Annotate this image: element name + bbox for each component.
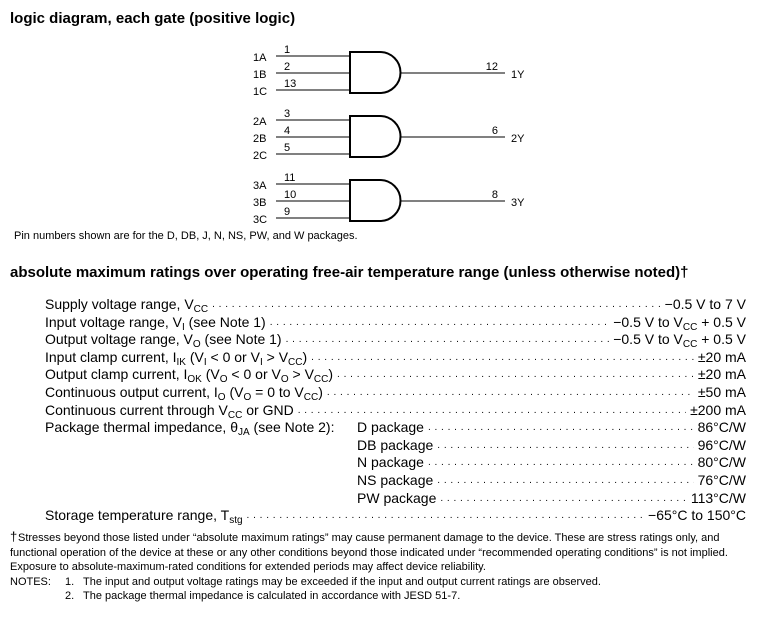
- and-gate-symbol: [350, 52, 401, 93]
- output-label: 1Y: [511, 69, 525, 81]
- input-label: 1C: [253, 86, 268, 98]
- rating-label: PW package: [357, 489, 437, 506]
- package-row: [45, 472, 746, 490]
- dot-leader: [440, 490, 686, 508]
- text-segment: + 0.5 V: [697, 313, 746, 330]
- dot-leader: [437, 437, 693, 455]
- text-segment: Continuous current through V: [45, 401, 228, 418]
- text-segment: Input voltage range, V: [45, 313, 182, 330]
- rating-label: [45, 296, 208, 314]
- dot-leader: [337, 366, 694, 384]
- subscript: O: [243, 391, 252, 403]
- footnotes: [10, 530, 750, 604]
- rating-row: [45, 366, 746, 384]
- text-segment: −0.5 V to V: [613, 313, 683, 330]
- subscript: I: [203, 356, 207, 368]
- rating-value: 76°C/W: [697, 471, 746, 488]
- and-gate-symbol: [350, 180, 401, 221]
- pin-number: 3: [284, 108, 291, 120]
- and-gate-symbol: [350, 116, 401, 157]
- note-number: 2.: [65, 590, 75, 602]
- rating-value: [698, 384, 746, 402]
- rating-row: [45, 314, 746, 332]
- text-segment: (V: [225, 383, 244, 400]
- text-segment: > V: [288, 366, 314, 383]
- note-text: The input and output voltage ratings may be exceeded if the input and output current ratings are observed.: [83, 575, 601, 588]
- subscript: JA: [238, 427, 250, 439]
- text-segment: + 0.5 V: [697, 331, 746, 348]
- storage-row: [45, 507, 746, 525]
- dot-leader: [212, 296, 661, 314]
- input-label: 2B: [253, 133, 267, 145]
- text-segment: −0.5 V to 7 V: [664, 296, 746, 312]
- subscript: OK: [187, 374, 202, 386]
- thermal-label: [45, 419, 357, 437]
- text-segment: (see Note 2):: [249, 419, 335, 436]
- rating-value: [698, 349, 746, 367]
- rating-label: [45, 331, 282, 349]
- dot-leader: [428, 454, 694, 472]
- pin-note: Pin numbers shown are for the D, DB, J, N, NS, PW, and W packages.: [14, 230, 358, 242]
- text-segment: > V: [262, 348, 289, 365]
- rating-value: 113°C/W: [690, 489, 746, 506]
- dot-leader: [247, 507, 644, 525]
- text-segment: Output clamp current, I: [45, 366, 188, 383]
- input-label: 2C: [253, 150, 268, 162]
- text-segment: Output voltage range, V: [45, 331, 193, 348]
- subscript: CC: [682, 321, 698, 333]
- rating-label: N package: [357, 454, 424, 471]
- subscript: CC: [303, 391, 319, 403]
- package-row: [45, 490, 746, 508]
- rating-value: [648, 507, 746, 525]
- rating-row: [45, 402, 746, 420]
- text-segment: (see Note 1): [200, 331, 282, 348]
- rating-label: [45, 314, 266, 332]
- thermal-row: [45, 419, 746, 437]
- subscript: O: [192, 339, 201, 351]
- output-pin-number: 12: [485, 61, 498, 73]
- pin-number: 13: [284, 78, 297, 90]
- output-pin-number: 6: [491, 125, 498, 137]
- text-segment: ): [302, 348, 308, 365]
- text-segment: Input clamp current, I: [45, 348, 177, 365]
- pin-number: 10: [284, 189, 297, 201]
- input-label: 3C: [253, 214, 268, 226]
- text-segment: ±20 mA: [697, 366, 746, 383]
- subscript: I: [182, 321, 185, 333]
- subscript: O: [219, 374, 228, 386]
- subscript: CC: [193, 304, 209, 315]
- subscript: CC: [682, 339, 698, 351]
- output-label: 3Y: [511, 197, 525, 209]
- logic-diagram: [0, 0, 760, 230]
- package-row: [45, 437, 746, 455]
- dot-leader: [428, 419, 694, 437]
- text-segment: Package thermal impedance, θ: [45, 419, 238, 436]
- rating-label: [45, 384, 323, 402]
- input-label: 3B: [253, 197, 267, 209]
- rating-row: [45, 331, 746, 349]
- rating-value: 86°C/W: [697, 419, 746, 436]
- rating-label: [45, 507, 243, 525]
- input-label: 1B: [253, 69, 267, 81]
- rating-value: 80°C/W: [697, 454, 746, 471]
- dot-leader: [298, 402, 686, 420]
- text-segment: ±200 mA: [690, 401, 746, 418]
- rating-label: [45, 349, 307, 367]
- subscript: stg: [229, 515, 243, 527]
- text-segment: −0.5 V to V: [613, 331, 683, 348]
- rating-label: [45, 402, 294, 420]
- text-segment: ±50 mA: [697, 383, 746, 400]
- pin-number: 2: [284, 61, 291, 73]
- rating-value: [613, 314, 746, 332]
- rating-label: NS package: [357, 471, 434, 488]
- text-segment: Supply voltage range, V: [45, 296, 194, 312]
- output-label: 2Y: [511, 133, 525, 145]
- text-segment: (see Note 1): [184, 313, 266, 330]
- rating-value: [613, 331, 746, 349]
- text-segment: (V: [201, 366, 220, 383]
- ratings-table: [45, 296, 746, 525]
- dot-leader: [270, 314, 610, 332]
- pin-number: 9: [284, 206, 291, 218]
- dot-leader: [311, 349, 694, 367]
- and-gate-2: [253, 108, 525, 162]
- note-number: 1.: [65, 575, 75, 588]
- note-text: The package thermal impedance is calculated in accordance with JESD 51-7.: [83, 590, 461, 602]
- subscript: CC: [313, 374, 329, 386]
- package-name: D package: [357, 419, 424, 436]
- text-segment: or GND: [242, 401, 294, 418]
- logic-diagram-heading: logic diagram, each gate (positive logic): [10, 10, 296, 27]
- text-segment: < 0 or V: [206, 348, 260, 365]
- output-pin-number: 8: [491, 189, 498, 201]
- dot-leader: [437, 472, 693, 490]
- and-gate-3: [253, 172, 525, 226]
- text-segment: Continuous output current, I: [45, 383, 218, 400]
- text-segment: < 0 or V: [227, 366, 281, 383]
- input-label: 2A: [253, 116, 267, 128]
- dot-leader: [327, 384, 694, 402]
- subscript: IK: [176, 356, 186, 368]
- subscript: I: [259, 356, 263, 368]
- rating-value: 96°C/W: [697, 436, 746, 453]
- subscript: CC: [288, 356, 303, 368]
- rating-label: [45, 366, 333, 384]
- text-segment: Storage temperature range, T: [45, 507, 230, 524]
- input-label: 1A: [253, 52, 267, 64]
- text-segment: (V: [185, 348, 204, 365]
- input-label: 3A: [253, 180, 267, 192]
- subscript: O: [280, 374, 289, 386]
- rating-value: [690, 402, 746, 420]
- text-segment: = 0 to V: [251, 383, 304, 400]
- dagger-mark: †: [10, 529, 18, 544]
- and-gate-1: [253, 44, 525, 98]
- dot-leader: [286, 331, 610, 349]
- text-segment: −65°C to 150°C: [648, 507, 746, 524]
- footnote-text: Stresses beyond those listed under “absolute maximum ratings” may cause permanent damage to the device. These are stress ratings only, and functional operation of the device at these or any other conditions beyond those indicated under “recommended operating conditions” is not implied. Exposure to absolute-maximum-rated conditions for extended periods may affect device reliability.: [10, 532, 728, 573]
- rating-value: [665, 296, 746, 314]
- rating-row: [45, 384, 746, 402]
- pin-number: 4: [284, 125, 291, 137]
- package-row: [45, 454, 746, 472]
- pin-number: 1: [284, 44, 291, 56]
- notes-label: NOTES:: [10, 575, 51, 588]
- rating-label: DB package: [357, 436, 434, 453]
- text-segment: ): [318, 383, 323, 400]
- text-segment: ±20 mA: [697, 348, 746, 365]
- subscript: CC: [227, 409, 243, 421]
- ratings-heading: absolute maximum ratings over operating free-air temperature range (unless otherwise noted)†: [10, 264, 689, 281]
- text-segment: ): [328, 366, 334, 383]
- pin-number: 5: [284, 142, 291, 154]
- rating-row: [45, 349, 746, 367]
- pin-number: 11: [284, 172, 296, 184]
- rating-value: [698, 366, 746, 384]
- rating-row: [45, 296, 746, 314]
- subscript: O: [217, 391, 226, 403]
